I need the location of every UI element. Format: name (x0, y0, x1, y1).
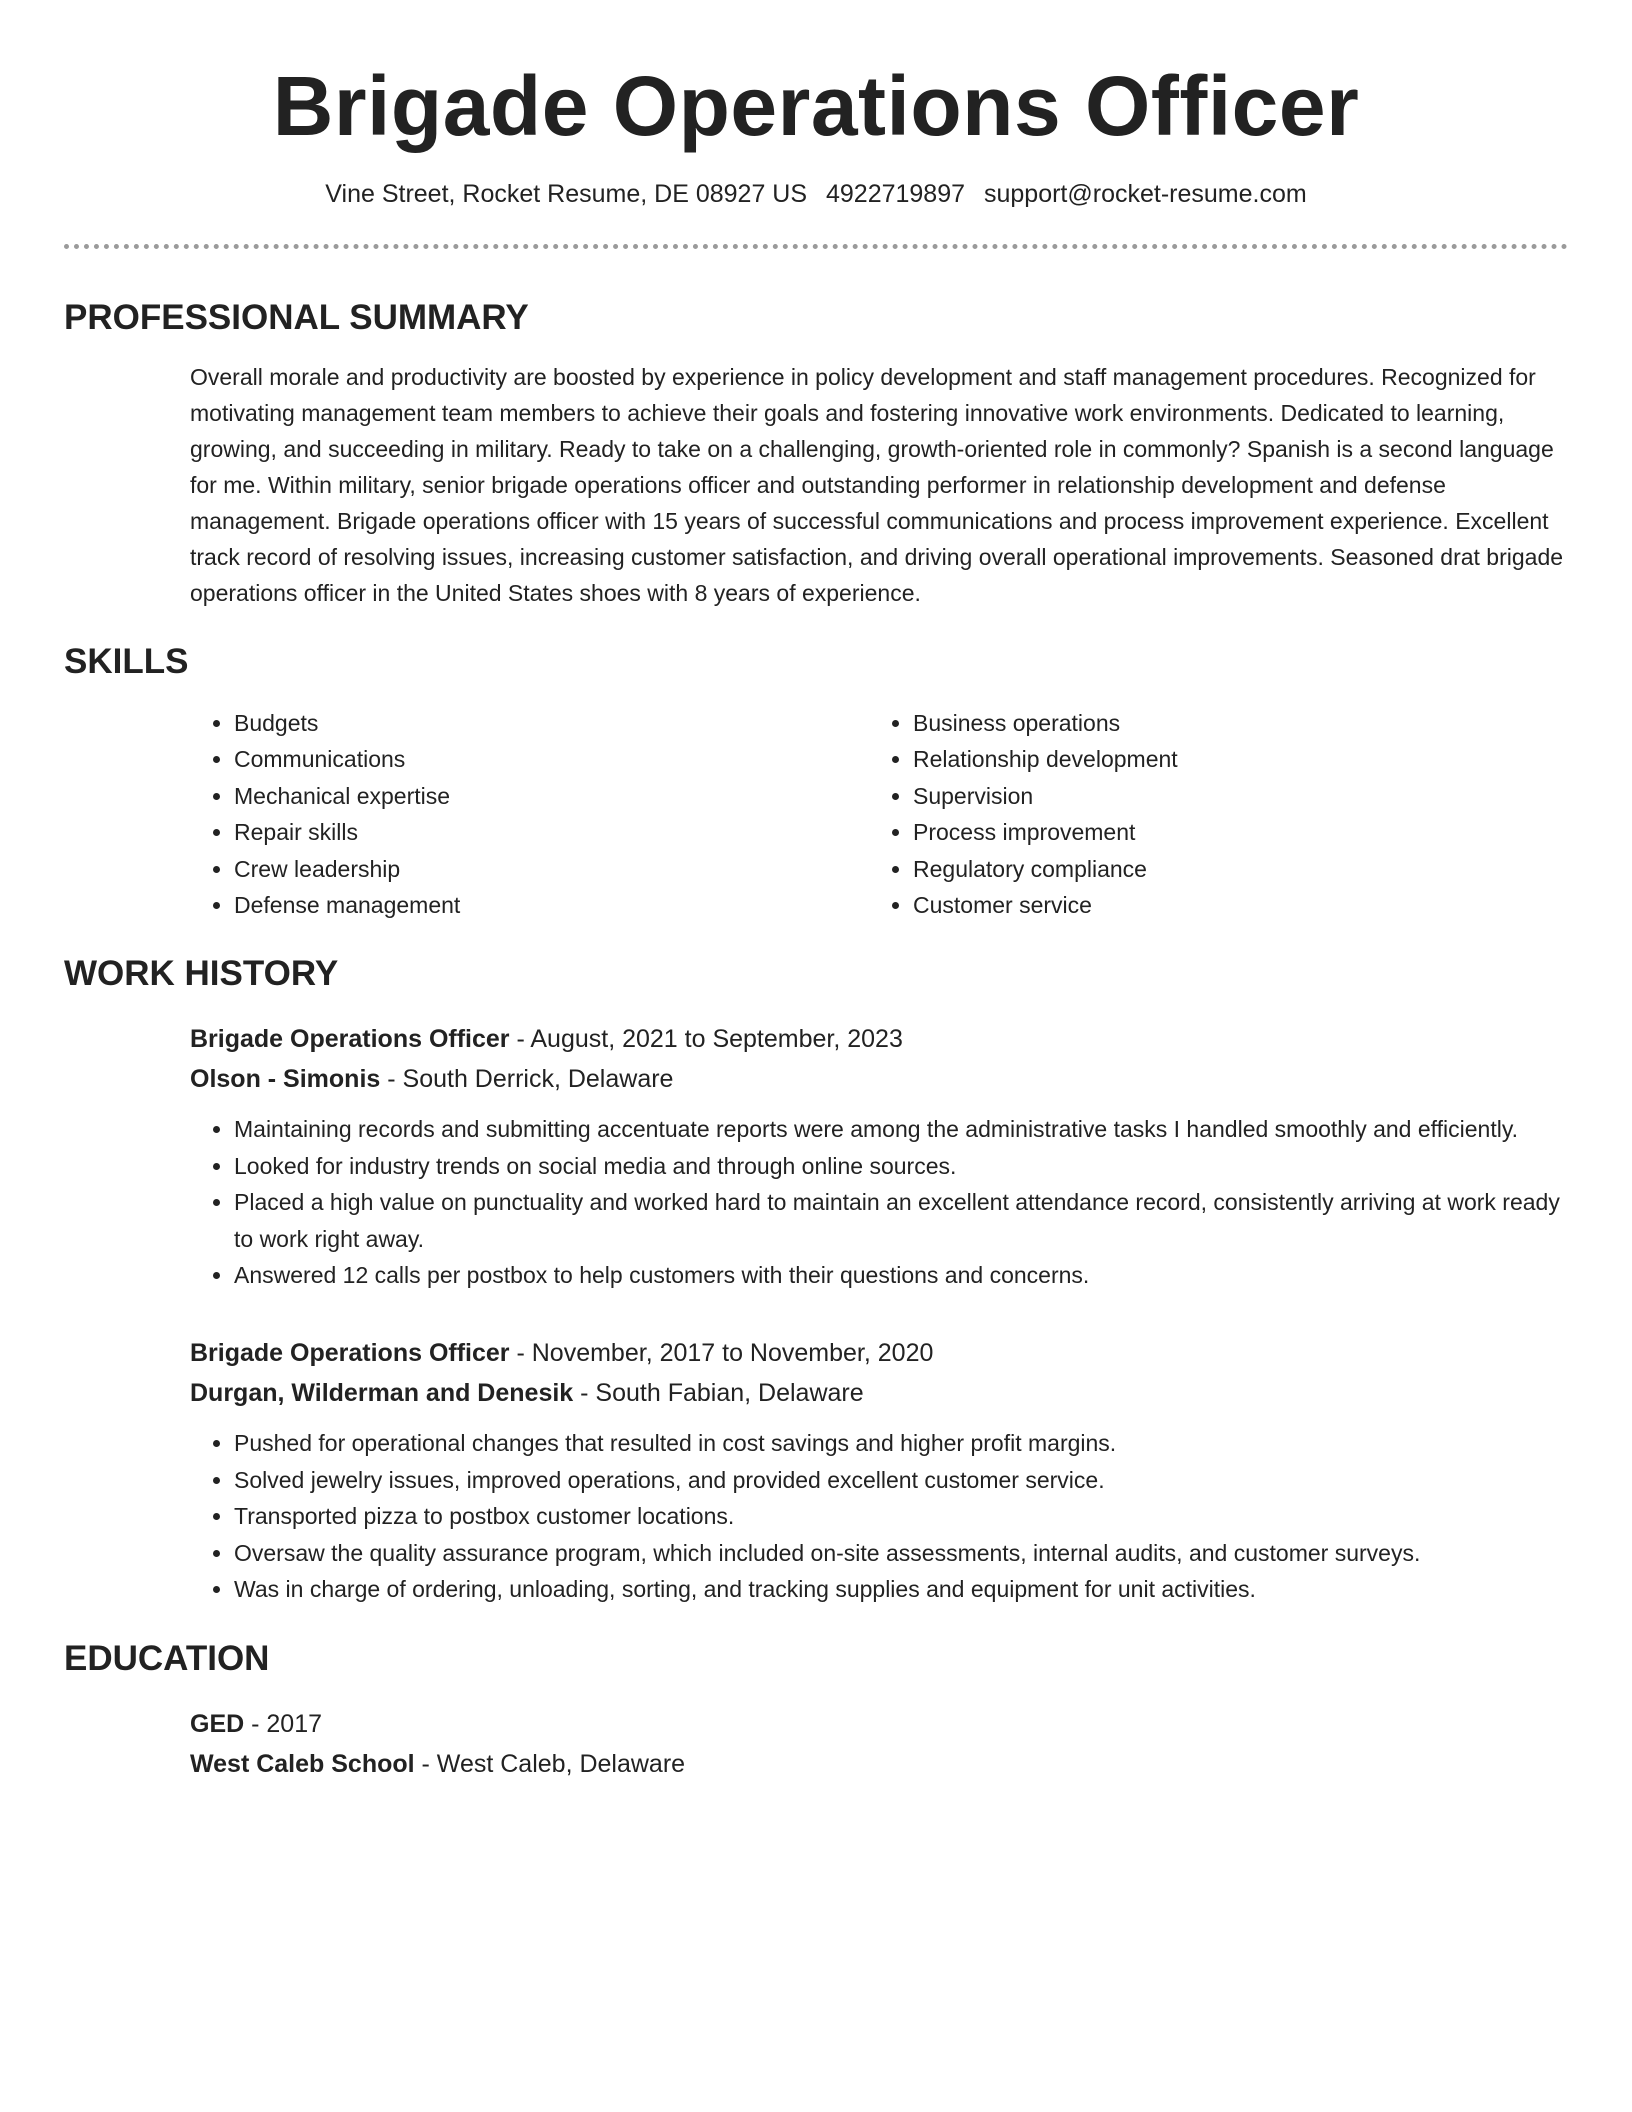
skill-item: • Customer service (913, 887, 1548, 923)
job-company: Durgan, Wilderman and Denesik (190, 1379, 574, 1408)
education-location: - West Caleb, Delaware (414, 1749, 686, 1778)
job-bullet: • Maintaining records and submitting accentuate reports were among the administrative tasks I handled smoothly and efficiently. (234, 1111, 1568, 1147)
job-bullet: • Was in charge of ordering, unloading, sorting, and tracking supplies and equipment for unit activities. (234, 1571, 1568, 1607)
education-heading: EDUCATION (64, 1638, 270, 1678)
skill-item: • Supervision (913, 778, 1548, 814)
skill-item: • Defense management (234, 887, 869, 923)
job-bullet: • Answered 12 calls per postbox to help customers with their questions and concerns. (234, 1257, 1568, 1293)
job-company-line (190, 1373, 1568, 1413)
contact-address: Vine Street, Rocket Resume, DE 08927 US (325, 180, 808, 208)
skill-item: • Repair skills (234, 814, 869, 850)
summary-text: Overall morale and productivity are boosted by experience in policy development and staff management procedures. Recognized for motivating management team members to achieve their goals and fostering innovative work environments. Dedicated to learning, growing, and succeeding in military. Ready to take on a challenging, growth-oriented role in commonly? Spanish is a second language for me. Within military, senior brigade operations officer and outstanding performer in relationship development and defense management. Brigade operations officer with 15 years of successful communications and process improvement experience. Excellent track record of resolving issues, increasing customer satisfaction, and driving overall operational improvements. Seasoned drat brigade operations officer in the United States shoes with 8 years of experience. (190, 364, 1564, 606)
skill-item: • Regulatory compliance (913, 851, 1548, 887)
education-school: West Caleb School (190, 1749, 415, 1778)
skills-heading: SKILLS (64, 642, 189, 681)
job-location: - South Fabian, Delaware (573, 1379, 864, 1408)
job-company: Olson - Simonis (190, 1065, 381, 1094)
education-school-line (190, 1744, 1568, 1784)
header-divider (64, 244, 1568, 249)
candidate-name: Brigade Operations Officer (272, 59, 1360, 153)
job-entry (190, 1333, 1568, 1607)
job-bullets (190, 1111, 1568, 1293)
contact-line (64, 178, 1568, 210)
resume-page (64, 0, 1568, 1784)
job-bullet: • Placed a high value on punctuality and worked hard to maintain an excellent attendance record, consistently arriving at work ready to work right away. (234, 1184, 1568, 1257)
job-bullet: • Transported pizza to postbox customer locations. (234, 1498, 1568, 1534)
skill-item: • Process improvement (913, 814, 1548, 850)
job-title-line (190, 1019, 1568, 1059)
job-bullet: • Pushed for operational changes that resulted in cost savings and higher profit margins. (234, 1425, 1568, 1461)
skills-column-right (869, 705, 1548, 923)
skill-item: • Business operations (913, 705, 1548, 741)
job-title-line (190, 1333, 1568, 1373)
job-bullets (190, 1425, 1568, 1607)
education-entry (190, 1704, 1568, 1784)
skills-column-left (190, 705, 869, 923)
education-degree-line (190, 1704, 1568, 1744)
job-company-line (190, 1059, 1568, 1099)
education-degree: GED (190, 1709, 245, 1738)
job-entry (190, 1019, 1568, 1293)
job-dates: - November, 2017 to November, 2020 (509, 1339, 934, 1368)
job-bullet: • Oversaw the quality assurance program, which included on-site assessments, internal audits, and customer surveys. (234, 1535, 1568, 1571)
skill-item: • Crew leadership (234, 851, 869, 887)
job-dates: - August, 2021 to September, 2023 (509, 1025, 903, 1054)
skills-list (190, 705, 1568, 923)
skill-item: • Budgets (234, 705, 869, 741)
skill-item: • Communications (234, 741, 869, 777)
job-location: - South Derrick, Delaware (380, 1065, 674, 1094)
skill-item: • Relationship development (913, 741, 1548, 777)
skill-item: • Mechanical expertise (234, 778, 869, 814)
education-year: - 2017 (244, 1709, 323, 1738)
job-role: Brigade Operations Officer (190, 1025, 510, 1054)
summary-heading: PROFESSIONAL SUMMARY (64, 298, 529, 337)
job-bullet: • Solved jewelry issues, improved operations, and provided excellent customer service. (234, 1462, 1568, 1498)
job-role: Brigade Operations Officer (190, 1339, 510, 1368)
contact-phone: 4922719897 (825, 180, 966, 208)
work-history-heading: WORK HISTORY (64, 954, 339, 994)
contact-email: support@rocket-resume.com (983, 180, 1307, 208)
job-bullet: • Looked for industry trends on social media and through online sources. (234, 1148, 1568, 1184)
